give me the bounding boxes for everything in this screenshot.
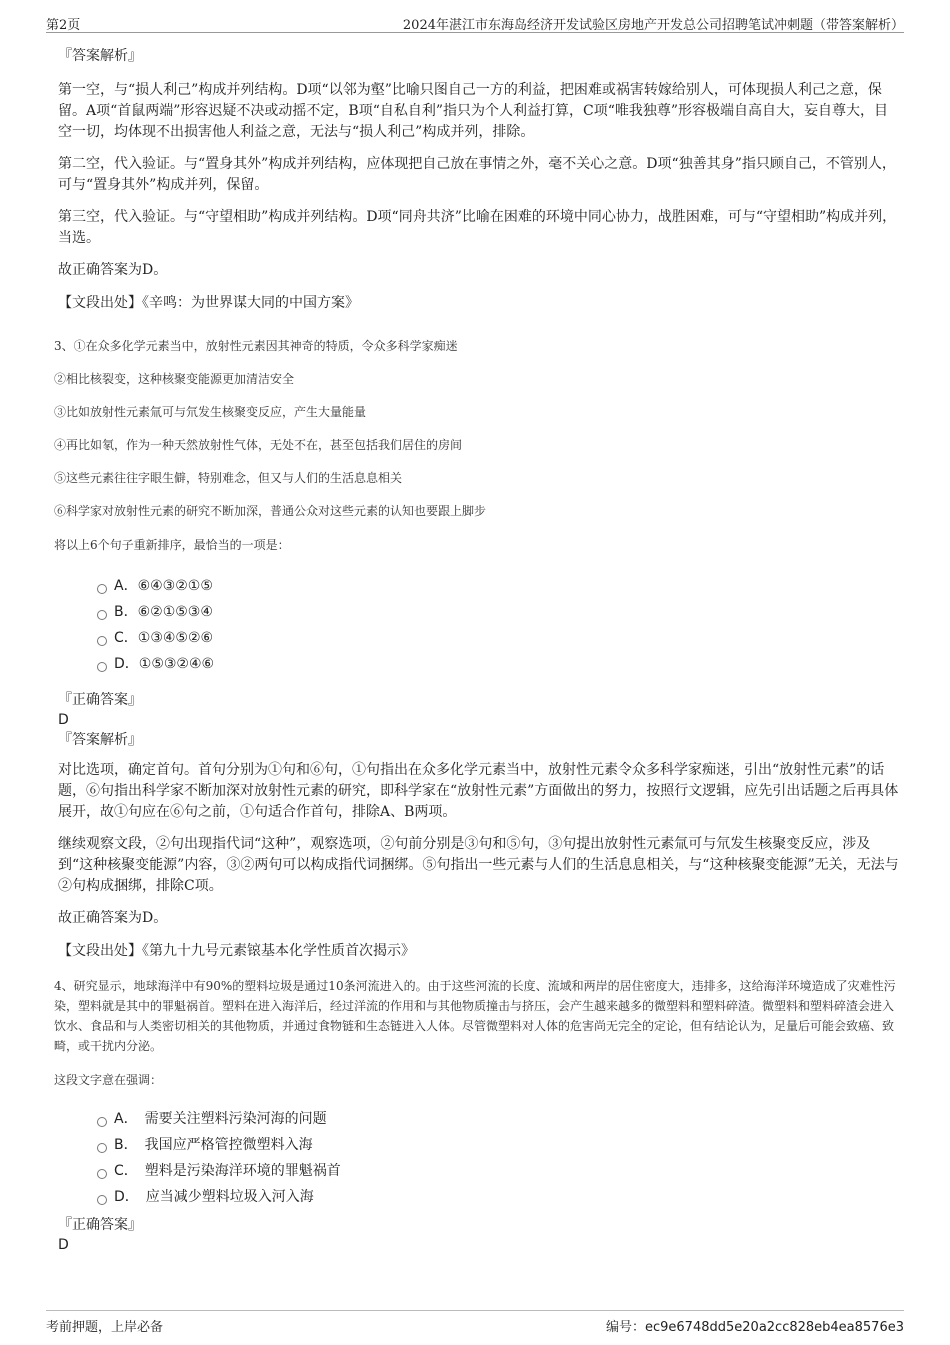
radio-icon[interactable] xyxy=(97,1143,107,1153)
radio-icon[interactable] xyxy=(97,662,107,672)
document-id: 编号：ec9e6748dd5e20a2cc828eb4ea8576e3 xyxy=(606,1320,904,1335)
q3-option-b[interactable]: B．⑥②①⑤③④ xyxy=(54,599,900,625)
q3-answer: D xyxy=(58,712,69,728)
q3-source: 【文段出处】《第九十九号元素锿基本化学性质首次揭示》 xyxy=(58,943,415,959)
q3-answer-label: 『正确答案』 xyxy=(58,692,142,708)
q4-option-a[interactable]: A． 需要关注塑料污染河海的问题 xyxy=(54,1106,900,1132)
radio-icon[interactable] xyxy=(97,1169,107,1179)
document-body xyxy=(54,46,900,1254)
q2-analysis-p2: 第二空，代入验证。与“置身其外”构成并列结构，应体现把自己放在事情之外，毫不关心之意。D项“独善其身”指只顾自己，不管别人，可与“置身其外”构成并列，保留。 xyxy=(58,156,896,193)
q3-analysis-label: 『答案解析』 xyxy=(58,732,142,748)
q4-option-d[interactable]: D． 应当减少塑料垃圾入河入海 xyxy=(54,1184,900,1210)
q3-sentence-4: ④再比如氡，作为一种天然放射性气体，无处不在，甚至包括我们居住的房间 xyxy=(54,438,463,452)
page-footer xyxy=(46,1310,904,1335)
q4-option-c[interactable]: C． 塑料是污染海洋环境的罪魁祸首 xyxy=(54,1158,900,1184)
q3-sentence-5: ⑤这些元素往往字眼生僻，特别难念，但又与人们的生活息息相关 xyxy=(54,471,403,485)
q3-analysis-p1: 对比选项，确定首句。首句分别为①句和⑥句，①句指出在众多化学元素当中，放射性元素令众多科学家痴迷，引出“放射性元素”的话题，⑥句指出科学家不断加深对放射性元素的研究，即科学家在“放射性元素”方面做出的努力，按照行文逻辑，应先引出话题之后再具体展开，故①句应在⑥句之前，①句适合作首句，排除A、B两项。 xyxy=(58,762,899,820)
q4-prompt: 这段文字意在强调： xyxy=(54,1073,163,1087)
q2-conclusion: 故正确答案为D。 xyxy=(58,262,168,278)
q4-answer-label: 『正确答案』 xyxy=(58,1217,142,1233)
q3-option-a[interactable]: A．⑥④③②①⑤ xyxy=(54,573,900,599)
q3-option-c[interactable]: C．①③④⑤②⑥ xyxy=(54,625,900,651)
q2-source: 【文段出处】《辛鸣：为世界谋大同的中国方案》 xyxy=(58,295,359,311)
page-header xyxy=(46,10,904,33)
q3-sentence-6: ⑥科学家对放射性元素的研究不断加深，普通公众对这些元素的认知也要跟上脚步 xyxy=(54,504,487,518)
q3-prompt: 将以上6个句子重新排序，最恰当的一项是： xyxy=(54,538,290,552)
q4-stem: 4、研究显示，地球海洋中有90%的塑料垃圾是通过10条河流进入的。由于这些河流的长度、流域和两岸的居住密度大，违排多，这给海洋环境造成了灾难性污染，塑料就是其中的罪魁祸首。塑料在进入海洋后，经过洋流的作用和与其他物质撞击与挤压，会产生越来越多的微塑料和塑料碎渣。微塑料和塑料碎渣会进入饮水、食品和与人类密切相关的其他物质，并通过食物链和生态链进入人体。尽管微塑料对人体的危害尚无完全的定论，但有结论认为，足量后可能会致癌、致畸，或干扰内分泌。 xyxy=(54,979,896,1053)
document-title: 2024年湛江市东海岛经济开发试验区房地产开发总公司招聘笔试冲刺题（带答案解析） xyxy=(402,18,904,33)
q3-analysis-p2: 继续观察文段，②句出现指代词“这种”，观察选项，②句前分别是③句和⑤句，③句提出放射性元素氚可与氘发生核聚变反应，涉及到“这种核聚变能源”内容，③②两句可以构成指代词捆绑。⑤句指出一些元素与人们的生活息息相关，与“这种核聚变能源”无关，无法与②句构成捆绑，排除C项。 xyxy=(58,836,899,894)
q3-sentence-2: ②相比核裂变，这种核聚变能源更加清洁安全 xyxy=(54,372,295,386)
q3-conclusion: 故正确答案为D。 xyxy=(58,910,168,926)
q3-options xyxy=(54,573,900,677)
radio-icon[interactable] xyxy=(97,636,107,646)
q2-analysis-p1: 第一空，与“损人利己”构成并列结构。D项“以邻为壑”比喻只图自己一方的利益，把困难或祸害转嫁给别人，可体现损人利己之意，保留。A项“首鼠两端”形容迟疑不决或动摇不定，B项“自私自利”指只为个人利益打算，C项“唯我独尊”形容极端自高自大，妄自尊大，目空一切，均体现不出损害他人利益之意，无法与“损人利己”构成并列，排除。 xyxy=(58,82,889,140)
radio-icon[interactable] xyxy=(97,1117,107,1127)
q3-option-d[interactable]: D．①⑤③②④⑥ xyxy=(54,651,900,677)
page-number: 第2页 xyxy=(46,18,81,33)
q3-sentence-3: ③比如放射性元素氚可与氘发生核聚变反应，产生大量能量 xyxy=(54,405,367,419)
footer-slogan: 考前押题，上岸必备 xyxy=(46,1320,164,1335)
radio-icon[interactable] xyxy=(97,610,107,620)
question-3 xyxy=(54,336,900,962)
question-4 xyxy=(54,976,900,1254)
q4-option-b[interactable]: B． 我国应严格管控微塑料入海 xyxy=(54,1132,900,1158)
radio-icon[interactable] xyxy=(97,1195,107,1205)
q4-options xyxy=(54,1106,900,1210)
q2-analysis-label: 『答案解析』 xyxy=(58,48,142,64)
q4-answer: D xyxy=(58,1237,69,1253)
q2-analysis-p3: 第三空，代入验证。与“守望相助”构成并列结构。D项“同舟共济”比喻在困难的环境中同心协力，战胜困难，可与“守望相助”构成并列，当选。 xyxy=(58,209,897,246)
q3-sentence-1: 3、①在众多化学元素当中，放射性元素因其神奇的特质，令众多科学家痴迷 xyxy=(54,339,458,353)
radio-icon[interactable] xyxy=(97,584,107,594)
